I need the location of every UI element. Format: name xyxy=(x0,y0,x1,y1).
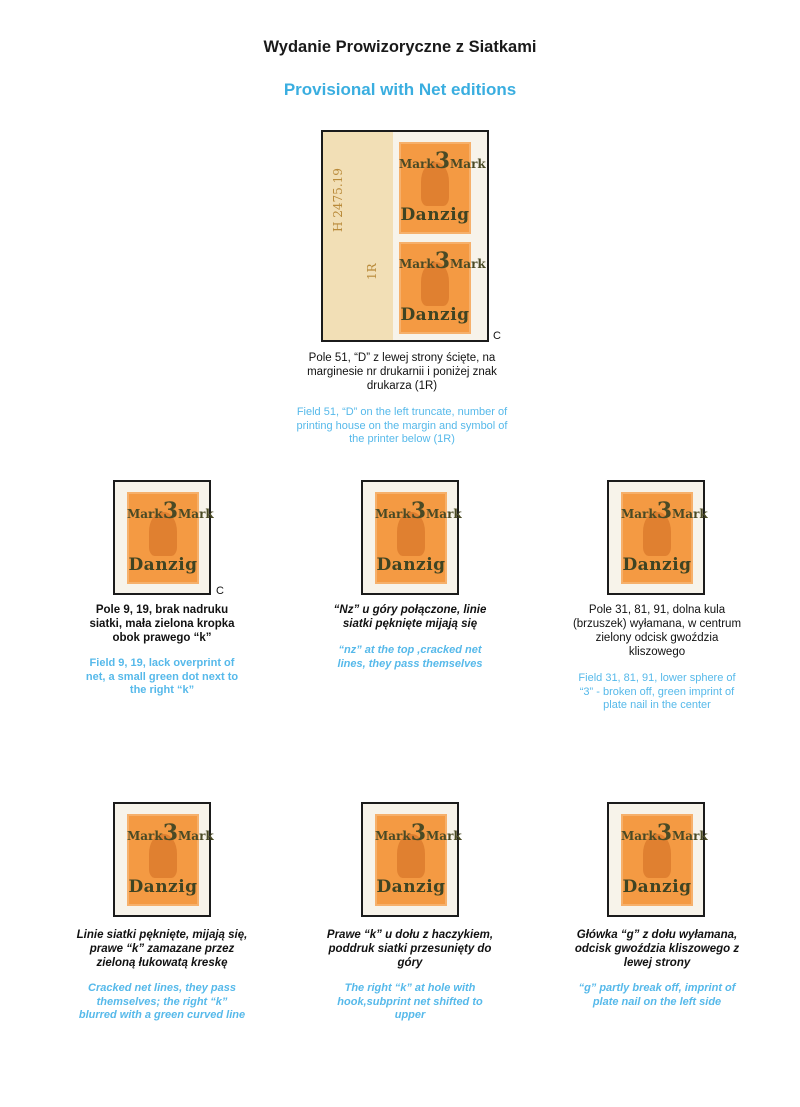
stamp-item-4: Mark3Mark Danzig xyxy=(113,802,211,917)
caption-pl: Pole 9, 19, brak nadruku siatki, mała zielona kropka obok prawego “k” xyxy=(89,604,235,644)
sheet-margin xyxy=(323,132,393,340)
stamp-item-5: Mark3Mark Danzig xyxy=(361,802,459,917)
caption-en: Cracked net lines, they pass themselves; the right “k” blurred with a green curved line xyxy=(78,982,246,1021)
stamp-item-6: Mark3Mark Danzig xyxy=(607,802,705,917)
caption-en: Field 9, 19, lack overprint of net, a small green dot next to the right “k” xyxy=(85,657,239,696)
caption-pl: Pole 51, “D” z lewej strony ścięte, na marginesie nr drukarnii i poniżej znak drukarza (1R) xyxy=(307,352,497,392)
page-subtitle: Provisional with Net editions xyxy=(283,80,517,99)
certificate-mark: C xyxy=(493,330,501,342)
page-title: Wydanie Prowizoryczne z Siatkami xyxy=(263,38,537,56)
caption-en: The right “k” at hole with hook,subprint net shifted to upper xyxy=(337,982,483,1021)
caption-pl: Pole 31, 81, 91, dolna kula (brzuszek) wyłamana, w centrum zielony odcisk gwoździa kliszowego xyxy=(572,604,742,658)
stamp-item-1: Mark3Mark Danzig xyxy=(113,480,211,595)
stamp-item-3: Mark3Mark Danzig xyxy=(607,480,705,595)
printer-number: H 2475.19 xyxy=(331,168,345,232)
printer-symbol: 1R xyxy=(365,263,379,280)
caption-pl: “Nz” u góry połączone, linie siatki pęknięte mijają się xyxy=(333,604,487,630)
caption-en: “g” partly break off, imprint of plate nail on the left side xyxy=(578,982,736,1008)
caption-en: Field 51, “D” on the left truncate, number of printing house on the margin and symbol of the printer below (1R) xyxy=(296,406,508,445)
caption-pl: Prawe “k” u dołu z haczykiem, poddruk siatki przesunięty do góry xyxy=(326,929,494,969)
stamp-item-2: Mark3Mark Danzig xyxy=(361,480,459,595)
stamp-upper: Mark3Mark Danzig xyxy=(399,142,471,234)
caption-en: “nz” at the top ,cracked net lines, they pass themselves xyxy=(337,644,483,670)
certificate-mark: C xyxy=(216,585,224,597)
caption-en: Field 31, 81, 91, lower sphere of “3” - broken off, green imprint of plate nail in the center xyxy=(578,672,736,711)
caption-pl: Linie siatki pęknięte, mijają się, prawe “k” zamazane przez zieloną łukowatą kreskę xyxy=(76,929,248,969)
stamp-pair-margin-block xyxy=(321,130,489,342)
caption-pl: Główka “g” z dołu wyłamana, odcisk gwoździa kliszowego z lewej strony xyxy=(574,929,740,969)
stamp-lower: Mark3Mark Danzig xyxy=(399,242,471,334)
